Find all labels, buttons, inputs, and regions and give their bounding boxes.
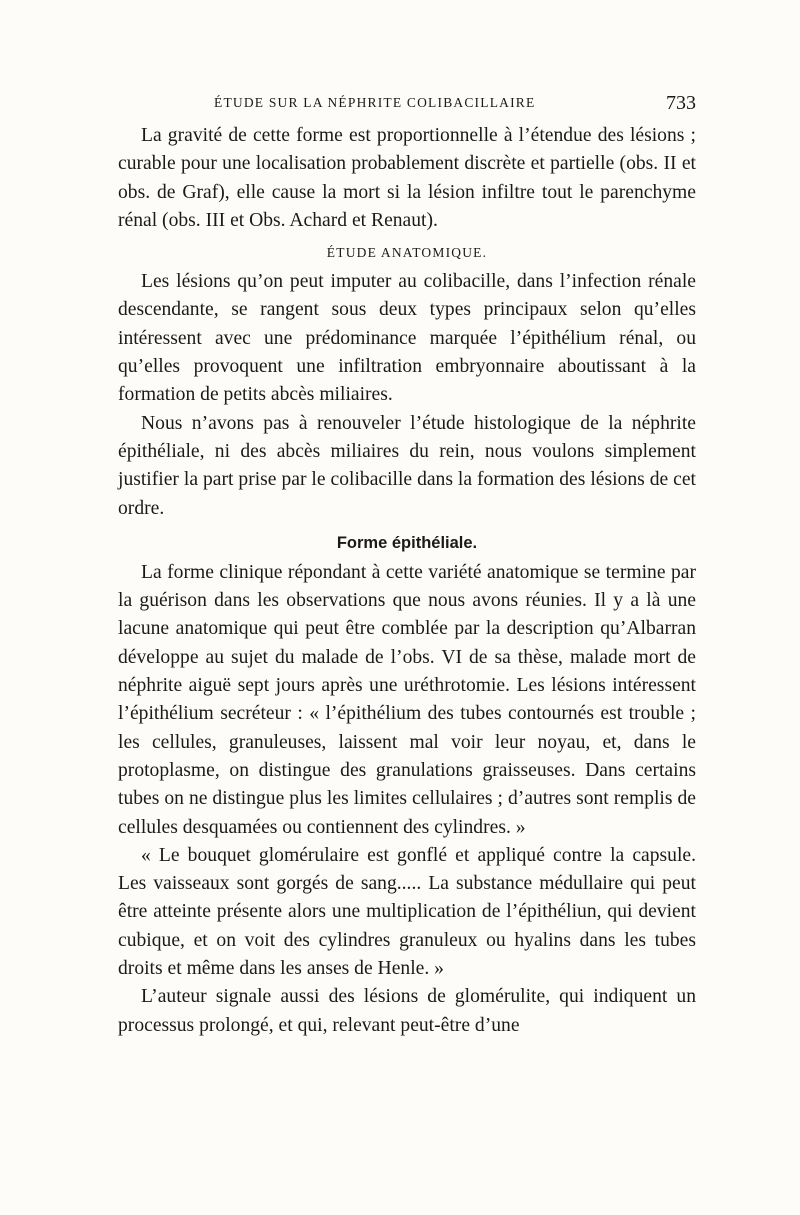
running-title: ÉTUDE SUR LA NÉPHRITE COLIBACILLAIRE — [214, 95, 536, 110]
book-page — [118, 92, 696, 1040]
body-text — [118, 122, 696, 1040]
running-head — [118, 92, 696, 122]
paragraph-bouquet-glomerulaire: « Le bouquet glomérulaire est gonflé et appliqué contre la capsule. Les vaisseaux sont gorgés de sang..... La substance médullaire qui peut être atteinte présente alors une multiplication de l’épithéliun, qui devient cubique, et on voit des cylindres granuleux ou hyalins dans les tubes droits et même dans les anses de Henle. » — [118, 844, 696, 980]
page-number: 733 — [666, 92, 696, 114]
paragraph-gravite: La gravité de cette forme est proportionnelle à l’étendue des lésions ; curable pour une localisation probablement discrète et partielle (obs. II et obs. de Graf), elle cause la mort si la lésion infiltre tout le parenchyme rénal (obs. III et Obs. Achard et Renaut). — [118, 125, 696, 231]
paragraph-nous-navons: Nous n’avons pas à renouveler l’étude histologique de la néphrite épithéliale, ni des abcès miliaires du rein, nous voulons simplement justifier la part prise par le colibacille dans la formation des lésions de cet ordre. — [118, 412, 696, 519]
paragraph-lesions: Les lésions qu’on peut imputer au colibacille, dans l’infection rénale descendante, se rangent sous deux types principaux selon qu’elles intéressent avec une prédominance marquée l’épithélium rénal, ou qu’elles provoquent une infiltration embryonnaire aboutissant à la formation de petits abcès miliaires. — [118, 271, 696, 406]
subsection-title: Forme épithéliale. — [336, 533, 478, 552]
section-title: ÉTUDE ANATOMIQUE. — [326, 245, 488, 261]
paragraph-auteur-signale: L’auteur signale aussi des lésions de glomérulite, qui indiquent un processus prolongé, et qui, relevant peut-être d’une — [118, 986, 696, 1036]
paragraph-forme-clinique: La forme clinique répondant à cette variété anatomique se termine par la guérison dans les observations que nous avons réunies. Il y a là une lacune anatomique qui peut être comblée par la description qu’Albarran développe au sujet du malade de l’obs. VI de sa thèse, malade mort de néphrite aiguë sept jours après une uréthrotomie. Les lésions intéressent l’épithélium secréteur : « l’épithélium des tubes contournés est trouble ; les cellules, granuleuses, laissent mal voir leur noyau, et, dans le protoplasme, on distingue des granulations graisseuses. Dans certains tubes on ne distingue plus les limites cellulaires ; d’autres sont remplis de cellules desquamées ou contiennent des cylindres. » — [118, 561, 696, 838]
